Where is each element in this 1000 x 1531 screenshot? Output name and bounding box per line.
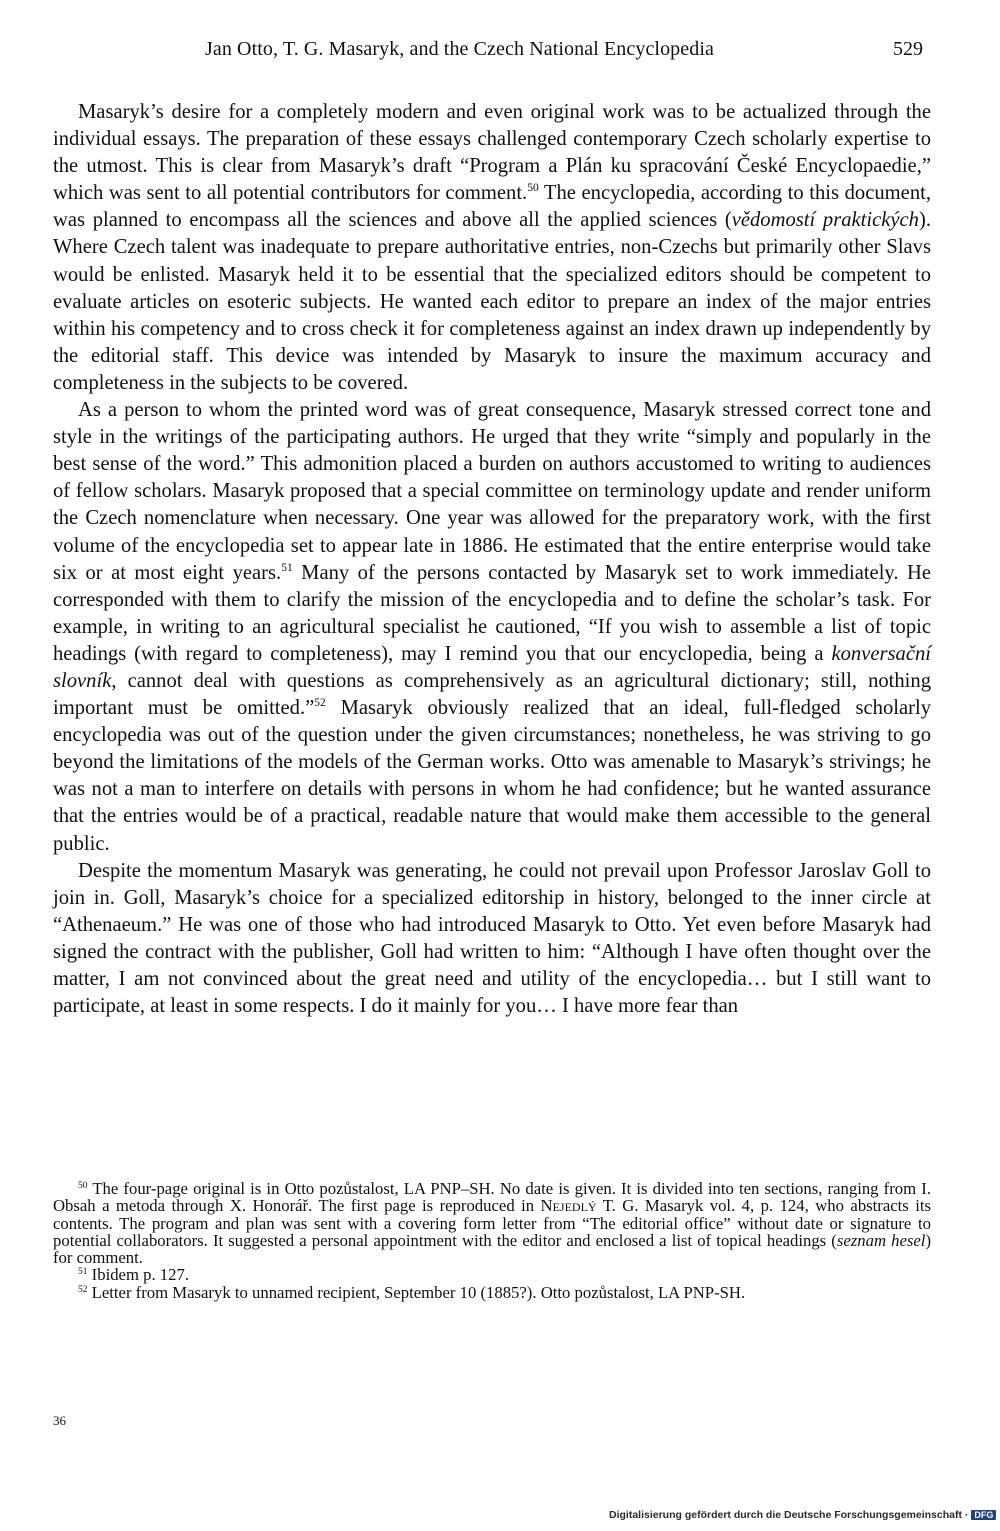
text-span: , cannot deal with questions as comprehensively as an agricultural dictionary; still, nothing important must be omitted.” — [53, 669, 931, 720]
italic-term: seznam hesel — [836, 1230, 926, 1250]
paragraph-2 — [53, 397, 931, 858]
italic-term: konversační slovník — [53, 642, 931, 692]
text-span: Ibidem p. 127. — [87, 1265, 190, 1285]
page-number: 529 — [893, 38, 923, 60]
signature-mark: 36 — [53, 1413, 66, 1428]
text-span: The encyclopedia, according to this document, was planned to encompass all the sciences and above all the applied sciences ( — [53, 182, 931, 232]
footnote-number: 50 — [78, 1181, 88, 1191]
text-span: ). Where Czech talent was inadequate to prepare authoritative entries, non-Czechs but primarily other Slavs would be enlisted. Masaryk held it to be essential that the specialized editors should be competent to evaluate articles on esoteric subjects. He wanted each editor to prepare an index of the major entries within his competency and to cross check it for completeness against an index drawn up independently by the editorial staff. This device was intended by Masaryk to insure the maximum accuracy and completeness in the subjects to be covered. — [53, 209, 931, 394]
text-span: ) for comment. — [53, 1230, 931, 1268]
text-span: T. G. Masaryk vol. 4, p. 124, who abstracts its contents. The program and plan was sent with a covering form letter from “The editorial office” without date or signature to potential collaborators. It suggested a personal appointment with the editor and enclosed a list of topical headings ( — [53, 1196, 931, 1250]
footnote-50 — [53, 1180, 931, 1266]
footnote-number: 52 — [78, 1284, 88, 1295]
footnote-ref-51: 51 — [281, 561, 293, 574]
main-text — [53, 99, 931, 1020]
digitization-credit — [609, 1509, 996, 1521]
footnotes — [53, 1180, 931, 1301]
text-span: Letter from Masaryk to unnamed recipient, September 10 (1885?). Otto pozůstalost, LA PNP-SH. — [87, 1282, 746, 1302]
text-span: As a person to whom the printed word was of great consequence, Masaryk stressed correct tone and style in the writings of the participating authors. He urged that they write “simply and popularly in the best sense of the word.” This admonition placed a burden on authors accustomed to writing to audiences of fellow scholars. Masaryk proposed that a special committee on terminology update and render uniform the Czech nomenclature when necessary. One year was allowed for the preparatory work, with the first volume of the encyclopedia set to appear late in 1886. He estimated that the entire enterprise would take six or at most eight years. — [53, 399, 931, 584]
footnote-51 — [53, 1266, 931, 1283]
footnote-number: 51 — [78, 1267, 88, 1278]
paragraph-1 — [53, 99, 931, 397]
running-head: Jan Otto, T. G. Masaryk, and the Czech National Encyclopedia — [205, 38, 714, 60]
paragraph-3: Despite the momentum Masaryk was generating, he could not prevail upon Professor Jaroslav Goll to join in. Goll, Masaryk’s choice for a specialized editorship in history, belonged to the inner circle at “Athenaeum.” He was one of those who had introduced Masaryk to Otto. Yet even before Masaryk had signed the contract with the publisher, Goll had written to him: “Although I have often thought over the matter, I am not convinced about the great need and utility of the encyclopedia… but I still want to participate, at least in some respects. I do it mainly for you… I have more fear than — [53, 859, 931, 1018]
author-name: Nejedlý — [540, 1196, 597, 1216]
text-span: Many of the persons contacted by Masaryk set to work immediately. He corresponded with them to clarify the mission of the encyclopedia and to define the scholar’s task. For example, in writing to an agricultural specialist he cautioned, “If you wish to assemble a list of topic headings (with regard to completeness), may I remind you that our encyclopedia, being a — [53, 561, 932, 665]
text-span: Masaryk obviously realized that an ideal, full-fledged scholarly encyclopedia was out of the question under the given circumstances; nonetheless, he was striving to go beyond the limitations of the models of the German works. Otto was amenable to Masaryk’s strivings; he was not a man to interfere on details with persons in whom he had confidence; but he wanted assurance that the entries would be of a practical, readable nature that would make them accessible to the general public. — [53, 697, 931, 855]
text-span: The four-page original is in Otto pozůstalost, LA PNP–SH. No date is given. It is divided into ten sections, ranging from I. Obsah a metoda through X. Honorář. The first page is reproduced in — [53, 1179, 931, 1216]
dfg-logo-icon: DFG — [971, 1510, 996, 1520]
italic-term: vědomostí praktických — [731, 209, 919, 232]
credit-text: Digitalisierung gefördert durch die Deutsche Forschungsgemeinschaft · — [609, 1509, 969, 1521]
footnote-ref-52: 52 — [314, 697, 326, 710]
footnote-52 — [53, 1284, 931, 1301]
text-span: Masaryk’s desire for a completely modern and even original work was to be actualized through the individual essays. The preparation of these essays challenged contemporary Czech scholarly expertise to the utmost. This is clear from Masaryk’s draft “Program a Plán ku spracování České Encyclopaedie,” which was sent to all potential contributors for comment. — [53, 101, 931, 205]
footnote-ref-50: 50 — [527, 182, 539, 195]
